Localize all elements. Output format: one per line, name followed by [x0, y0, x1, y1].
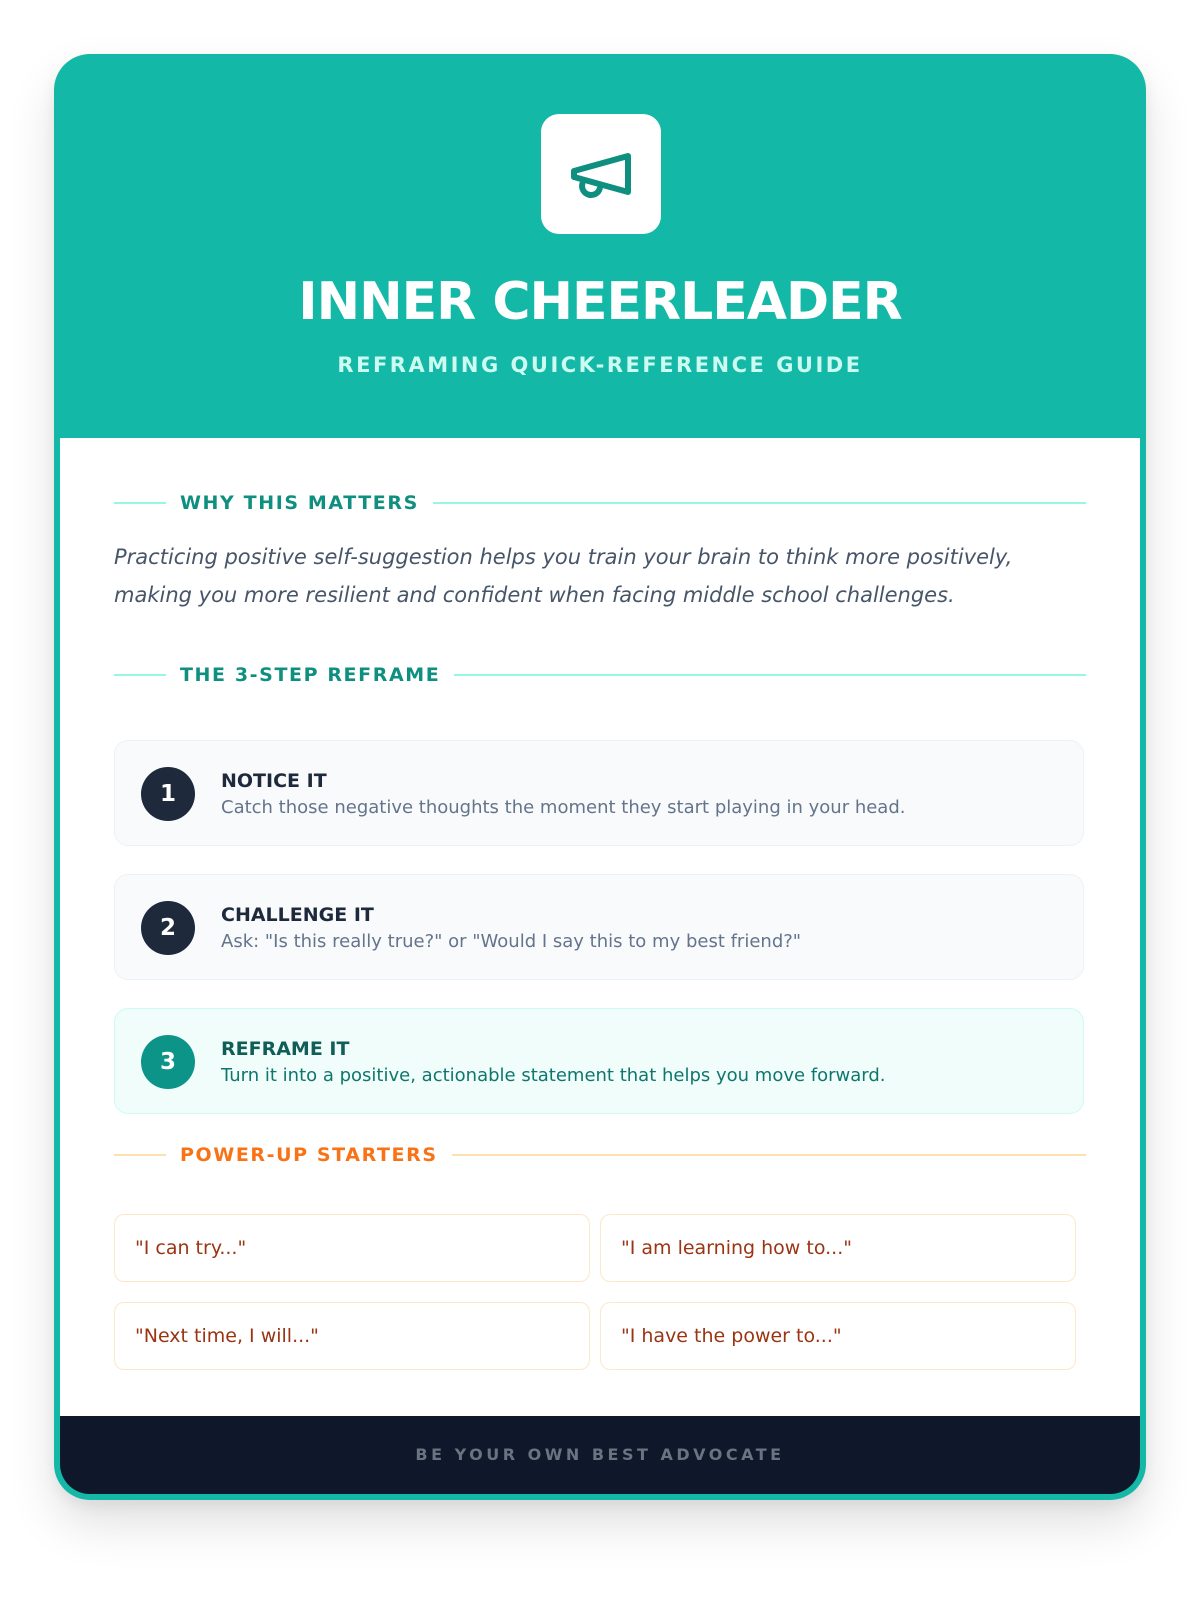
step-card-1 [114, 740, 1084, 846]
logo-badge [541, 114, 661, 234]
divider [114, 1154, 166, 1156]
starter-phrase-2: "I am learning how to..." [600, 1214, 1076, 1282]
guide-card [54, 54, 1146, 1500]
step-card-2 [114, 874, 1084, 980]
step-number: 2 [141, 901, 195, 955]
step-number: 1 [141, 767, 195, 821]
section-heading-starters [114, 1140, 1086, 1170]
step-card-3 [114, 1008, 1084, 1114]
section-heading-steps [114, 660, 1086, 690]
page-title: INNER CHEERLEADER [298, 272, 902, 332]
starter-phrase-1: "I can try..." [114, 1214, 590, 1282]
divider [433, 502, 1086, 504]
starter-phrase-4: "I have the power to..." [600, 1302, 1076, 1370]
step-description: Turn it into a positive, actionable statement that helps you move forward. [221, 1065, 886, 1086]
footer-banner: BE YOUR OWN BEST ADVOCATE [60, 1416, 1140, 1494]
why-paragraph: Practicing positive self-suggestion helps you train your brain to think more positively, making you more resilient and confident when facing middle school challenges. [114, 545, 1013, 607]
divider [114, 502, 166, 504]
step-title: REFRAME IT [221, 1038, 350, 1060]
page-subtitle: REFRAMING QUICK-REFERENCE GUIDE [337, 353, 863, 377]
card-body [60, 438, 1140, 1416]
divider [454, 674, 1086, 676]
starter-phrase-3: "Next time, I will..." [114, 1302, 590, 1370]
divider [114, 674, 166, 676]
step-number: 3 [141, 1035, 195, 1089]
section-label: THE 3-STEP REFRAME [180, 664, 441, 686]
section-heading-why [114, 488, 1086, 518]
section-label: WHY THIS MATTERS [180, 492, 419, 514]
step-description: Catch those negative thoughts the moment they start playing in your head. [221, 797, 906, 818]
step-description: Ask: "Is this really true?" or "Would I say this to my best friend?" [221, 931, 802, 952]
section-label: POWER-UP STARTERS [180, 1144, 438, 1166]
card-header [54, 54, 1146, 438]
divider [452, 1154, 1086, 1156]
step-title: CHALLENGE IT [221, 904, 374, 926]
megaphone-icon [565, 138, 637, 210]
step-title: NOTICE IT [221, 770, 327, 792]
